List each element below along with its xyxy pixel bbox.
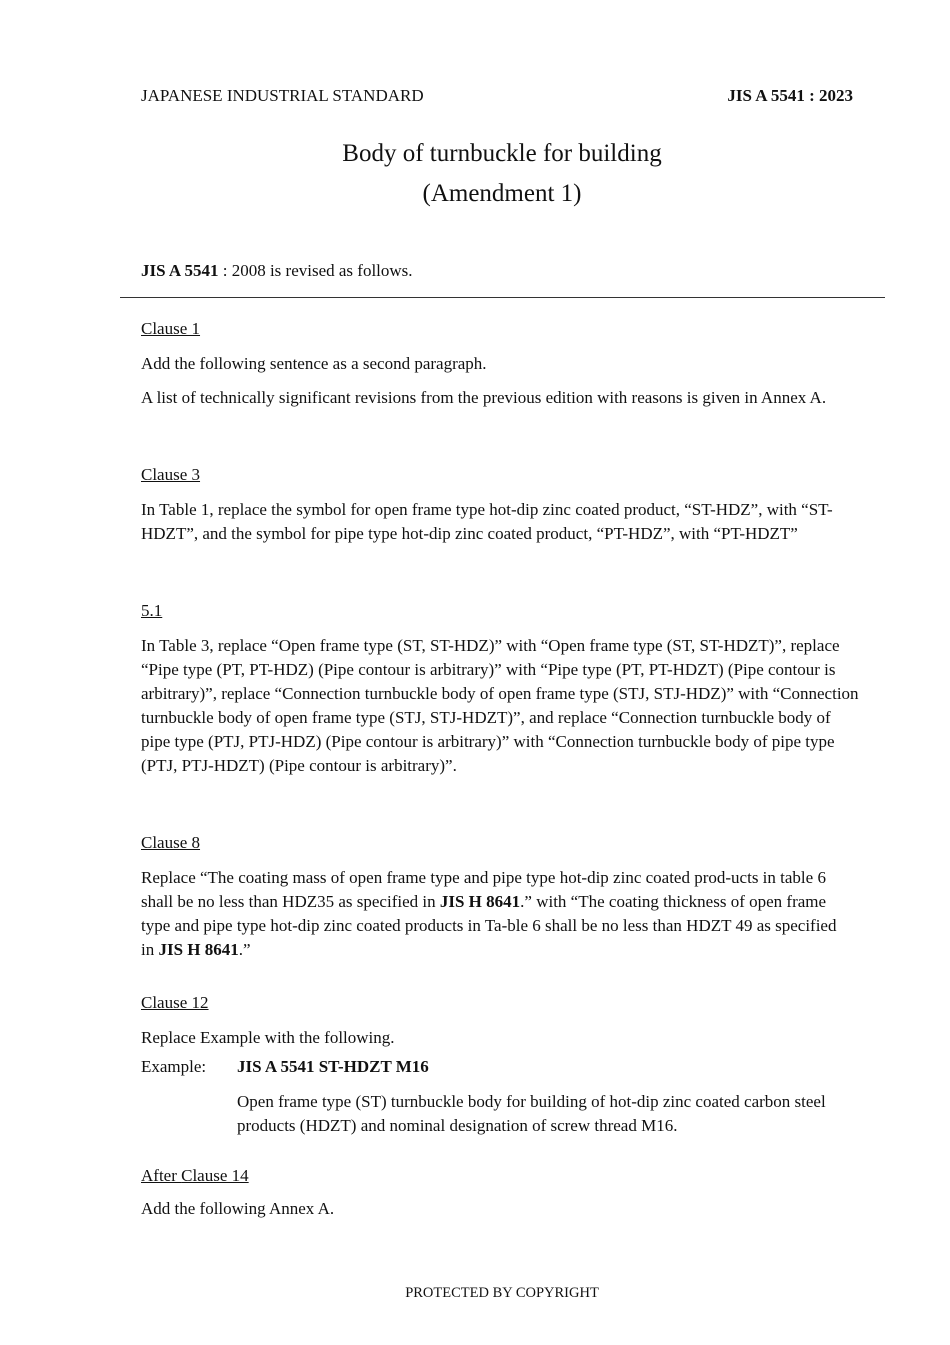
clause-8-reference-1: JIS H 8641 bbox=[439, 892, 521, 911]
after-prefix: After bbox=[141, 1166, 182, 1185]
clause-3-paragraph: In Table 1, replace the symbol for open frame type hot-dip zinc coated product, “ST-HDZ”, with “ST-HDZT”, and the symbol for pipe type hot-dip zinc coated product, “PT-HDZ”, with “PT-HDZT” bbox=[141, 500, 833, 543]
subclause-5-1-paragraph: In Table 3, replace “Open frame type (ST, ST-HDZ)” with “Open frame type (ST, ST-HDZT)”, replace “Pipe type (PT, PT-HDZ) (Pipe contour is arbitrary)” with “Pipe type (PT, PT-HDZT) (Pipe contour is arbitrary)”, replace “Connection turnbuckle body of open frame type (STJ, STJ-HDZ)” with “Connection turnbuckle body of open frame type (STJ, STJ-HDZT)”, and replace “Connection turnbuckle body of pipe type (PTJ, PTJ-HDZ) (Pipe contour is arbitrary)” with “Connection turnbuckle body of pipe type (PTJ, PTJ-HDZT) (Pipe contour is arbitrary)”. bbox=[141, 636, 859, 775]
clause-12-heading: Clause 12 bbox=[141, 993, 209, 1012]
copyright-footer: PROTECTED BY COPYRIGHT bbox=[405, 1285, 599, 1301]
clause-12-paragraph: Replace Example with the following. bbox=[141, 1028, 395, 1047]
clause-1-paragraph-1: Add the following sentence as a second paragraph. bbox=[141, 354, 487, 373]
after-clause-14-heading bbox=[141, 1166, 249, 1186]
standard-type-label: JAPANESE INDUSTRIAL STANDARD bbox=[141, 86, 424, 105]
clause-3-heading: Clause 3 bbox=[141, 465, 201, 484]
after-clause-14-paragraph: Add the following Annex A. bbox=[141, 1199, 335, 1218]
clause-8-paragraph bbox=[141, 866, 853, 962]
standard-number: JIS A 5541 : 2023 bbox=[727, 86, 853, 105]
clause-8-heading: Clause 8 bbox=[141, 833, 201, 852]
clause-8-text-3: .” bbox=[238, 940, 251, 959]
clause-14-ref: Clause 14 bbox=[181, 1166, 249, 1185]
clause-1-heading: Clause 1 bbox=[141, 319, 201, 338]
title-line-1: Body of turnbuckle for building bbox=[342, 140, 662, 167]
clause-8-reference-2: JIS H 8641 bbox=[158, 940, 239, 959]
title-line-2: (Amendment 1) bbox=[422, 180, 582, 207]
example-description: Open frame type (ST) turnbuckle body for building of hot-dip zinc coated carbon steel products (HDZT) and nominal designation of screw thread M16. bbox=[237, 1092, 826, 1135]
intro-standard-code: JIS A 5541 bbox=[141, 261, 219, 280]
revision-intro bbox=[141, 261, 413, 281]
intro-text: : 2008 is revised as follows. bbox=[218, 261, 413, 280]
clause-8-text-1: Replace “The coating mass of open frame type and pipe type hot-dip zinc coated prod-ucts in table 6 shall be no less than HDZ35 as specified in bbox=[141, 868, 826, 911]
section-divider bbox=[120, 297, 885, 298]
clause-1-paragraph-2: A list of technically significant revisions from the previous edition with reasons is given in Annex A. bbox=[141, 388, 827, 407]
example-label: Example: bbox=[141, 1057, 207, 1076]
clause-8-text-2: .” with “The coating thickness of open frame type and pipe type hot-dip zinc coated products in Ta-ble 6 shall be no less than HDZT 49 as specified in bbox=[141, 892, 837, 959]
document-title bbox=[0, 134, 950, 214]
subclause-5-1-heading: 5.1 bbox=[141, 601, 163, 620]
example-designation: JIS A 5541 ST-HDZT M16 bbox=[237, 1057, 429, 1076]
